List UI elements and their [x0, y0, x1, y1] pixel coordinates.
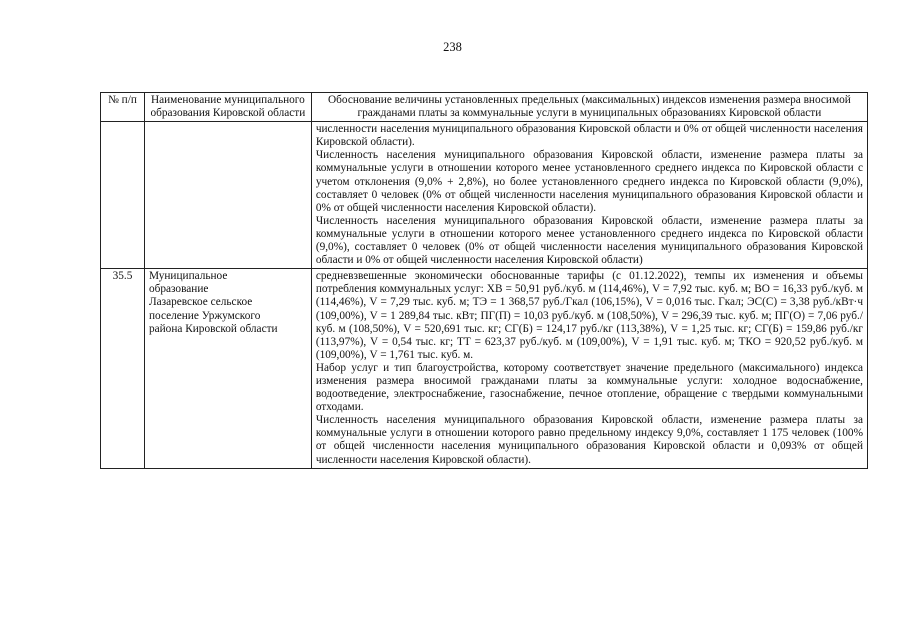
justification-paragraph: Набор услуг и тип благоустройства, которому соответствует значение предельного (максимального) индекса изменения размера вносимой гражданами платы за коммунальные услуги: холодное водоснабжение, водоотведение, электроснабжение, газоснабжение, печное отопление, обращение с твердыми коммунальными отходами.: [315, 361, 863, 414]
justification-paragraph: Численность населения муниципального образования Кировской области, изменение размера платы за коммунальные услуги в отношении которого менее установленного среднего индекса по Кировской области с учетом отклонения (9,0% + 2,8%), но более установленного среднего индекса по Кировской области (9,0%), составляет 0 человек (0% от общей численности населения муниципального образования Кировской области и 0% от общей численности населения Кировской области).: [315, 149, 863, 214]
municipality-name-line: образование: [148, 283, 209, 296]
justification-paragraph: Численность населения муниципального образования Кировской области, изменение размера платы за коммунальные услуги в отношении которого менее установленного среднего индекса по Кировской области (9,0%), составляет 0 человек (0% от общей численности населения муниципального образования Кировской области и 0% от общей численности населения Кировской области): [315, 214, 863, 267]
municipality-name-line: Муниципальное: [148, 270, 228, 283]
row-justification: [311, 269, 867, 468]
justification-paragraph: численности населения муниципального образования Кировской области и 0% от общей численности населения Кировской области).: [315, 123, 863, 149]
municipality-name-line: района Кировской области: [148, 322, 278, 335]
row-municipality-name: [144, 122, 311, 269]
header-number: № п/п: [101, 93, 145, 122]
index-justification-table: [100, 92, 868, 469]
row-municipality-name: [144, 269, 311, 468]
justification-paragraph: Численность населения муниципального образования Кировской области, изменение размера платы за коммунальные услуги в отношении которого равно предельному индексу 9,0%, составляет 1 175 человек (100% от общей численности населения муниципального образования Кировской области и 0,093% от общей численности населения Кировской области).: [315, 414, 863, 466]
page-number: 238: [443, 40, 462, 54]
table-row: [101, 122, 868, 269]
header-justification: Обоснование величины установленных предельных (максимальных) индексов изменения размера вносимой гражданами платы за коммунальные услуги в муниципальных образованиях Кировской области: [311, 93, 867, 122]
row-number: [101, 122, 145, 269]
municipality-name-line: Лазаревское сельское: [148, 296, 253, 309]
table-header-row: [101, 93, 868, 122]
justification-paragraph: средневзвешенные экономически обоснованные тарифы (с 01.12.2022), темпы их изменения и объемы потребления коммунальных услуг: ХВ = 50,91 руб./куб. м (114,46%), V = 7,92 тыс. куб. м; ВО = 16,33 руб./куб. м (114,46%), V = 7,29 тыс. куб. м; ТЭ = 1 368,57 руб./Гкал (106,15%), V = 0,016 тыс. Гкал; ЭС(С) = 3,38 руб./кВт·ч (109,00%), V = 1 289,84 тыс. кВт; ПГ(П) = 10,03 руб./куб. м (108,50%), V = 296,39 тыс. куб. м; ПГ(О) = 7,06 руб./куб. м (108,50%), V = 520,691 тыс. кг; СГ(Б) = 124,17 руб./кг (113,38%), V = 1,25 тыс. кг; СГ(Б) = 159,86 руб./кг (113,97%), V = 0,54 тыс. кг; ТТ = 623,37 руб./куб. м (109,00%), V = 1,91 тыс. куб. м; ТКО = 920,52 руб./куб. м (109,00%), V = 1,761 тыс. куб. м.: [315, 270, 863, 361]
header-municipality-name: Наименование муниципального образования Кировской области: [144, 93, 311, 122]
municipality-name-line: поселение Уржумского: [148, 309, 261, 322]
row-number: 35.5: [101, 269, 145, 468]
table-row: [101, 269, 868, 468]
row-justification: [311, 122, 867, 269]
